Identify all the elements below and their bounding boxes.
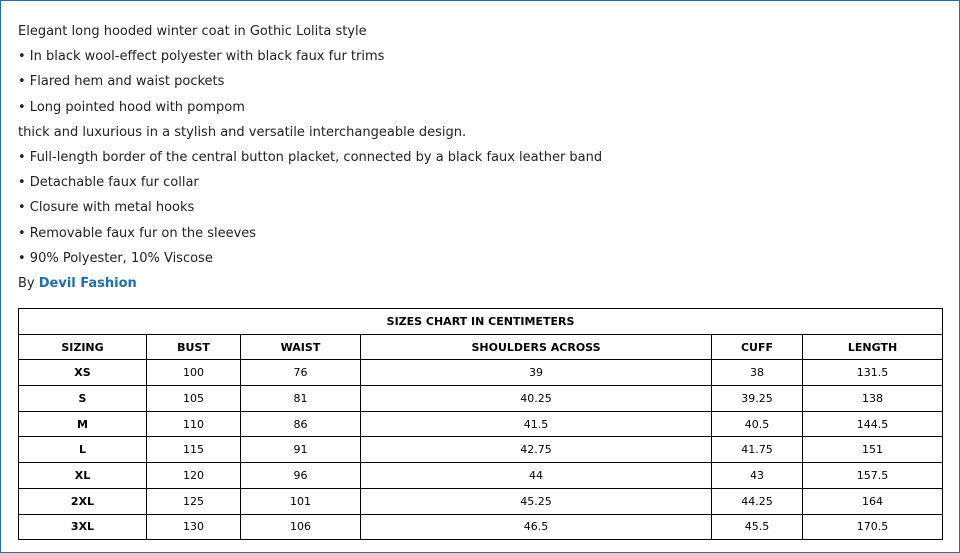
table-row bbox=[19, 514, 943, 540]
description-line: thick and luxurious in a stylish and versatile interchangeable design. bbox=[18, 124, 467, 140]
shoulders-cell: 39 bbox=[361, 360, 712, 386]
cuff-cell: 41.75 bbox=[712, 437, 803, 463]
waist-cell: 96 bbox=[241, 463, 361, 489]
waist-cell: 91 bbox=[241, 437, 361, 463]
column-header-length: LENGTH bbox=[803, 334, 943, 360]
description-line: • 90% Polyester, 10% Viscose bbox=[18, 250, 213, 266]
length-cell: 157.5 bbox=[803, 463, 943, 489]
shoulders-cell: 46.5 bbox=[361, 514, 712, 540]
bust-cell: 100 bbox=[147, 360, 241, 386]
cuff-cell: 44.25 bbox=[712, 488, 803, 514]
size-chart-header-row bbox=[19, 334, 943, 360]
bust-cell: 125 bbox=[147, 488, 241, 514]
table-row bbox=[19, 488, 943, 514]
waist-cell: 106 bbox=[241, 514, 361, 540]
size-cell: XS bbox=[19, 360, 147, 386]
size-cell: 3XL bbox=[19, 514, 147, 540]
waist-cell: 76 bbox=[241, 360, 361, 386]
brand-link[interactable]: Devil Fashion bbox=[38, 275, 137, 291]
shoulders-cell: 44 bbox=[361, 463, 712, 489]
waist-cell: 86 bbox=[241, 411, 361, 437]
length-cell: 138 bbox=[803, 386, 943, 412]
table-row bbox=[19, 463, 943, 489]
size-chart-table bbox=[18, 308, 943, 540]
size-cell: S bbox=[19, 386, 147, 412]
description-line: • Long pointed hood with pompom bbox=[18, 99, 245, 115]
column-header-cuff: CUFF bbox=[712, 334, 803, 360]
length-cell: 170.5 bbox=[803, 514, 943, 540]
shoulders-cell: 40.25 bbox=[361, 386, 712, 412]
cuff-cell: 40.5 bbox=[712, 411, 803, 437]
brand-line bbox=[18, 271, 602, 296]
column-header-waist: WAIST bbox=[241, 334, 361, 360]
product-description bbox=[18, 19, 602, 296]
table-row bbox=[19, 411, 943, 437]
length-cell: 131.5 bbox=[803, 360, 943, 386]
length-cell: 144.5 bbox=[803, 411, 943, 437]
table-row bbox=[19, 360, 943, 386]
size-cell: L bbox=[19, 437, 147, 463]
length-cell: 164 bbox=[803, 488, 943, 514]
by-label: By bbox=[18, 275, 35, 291]
description-line: • Full-length border of the central button placket, connected by a black faux leather band bbox=[18, 149, 603, 165]
shoulders-cell: 41.5 bbox=[361, 411, 712, 437]
cuff-cell: 45.5 bbox=[712, 514, 803, 540]
bust-cell: 130 bbox=[147, 514, 241, 540]
size-cell: M bbox=[19, 411, 147, 437]
cuff-cell: 39.25 bbox=[712, 386, 803, 412]
size-cell: XL bbox=[19, 463, 147, 489]
length-cell: 151 bbox=[803, 437, 943, 463]
description-line: • Removable faux fur on the sleeves bbox=[18, 225, 257, 241]
bust-cell: 105 bbox=[147, 386, 241, 412]
description-line: • Flared hem and waist pockets bbox=[18, 74, 225, 90]
bust-cell: 110 bbox=[147, 411, 241, 437]
cuff-cell: 38 bbox=[712, 360, 803, 386]
bust-cell: 115 bbox=[147, 437, 241, 463]
cuff-cell: 43 bbox=[712, 463, 803, 489]
size-cell: 2XL bbox=[19, 488, 147, 514]
shoulders-cell: 42.75 bbox=[361, 437, 712, 463]
waist-cell: 101 bbox=[241, 488, 361, 514]
size-chart-title: SIZES CHART IN CENTIMETERS bbox=[19, 309, 943, 335]
table-row bbox=[19, 437, 943, 463]
bust-cell: 120 bbox=[147, 463, 241, 489]
column-header-sizing: SIZING bbox=[19, 334, 147, 360]
description-line: • In black wool-effect polyester with black faux fur trims bbox=[18, 49, 385, 65]
description-line: • Closure with metal hooks bbox=[18, 200, 195, 216]
waist-cell: 81 bbox=[241, 386, 361, 412]
description-line: • Detachable faux fur collar bbox=[18, 175, 199, 191]
table-row bbox=[19, 386, 943, 412]
column-header-bust: BUST bbox=[147, 334, 241, 360]
shoulders-cell: 45.25 bbox=[361, 488, 712, 514]
column-header-shoulders: SHOULDERS ACROSS bbox=[361, 334, 712, 360]
description-line: Elegant long hooded winter coat in Gothic Lolita style bbox=[18, 24, 367, 39]
